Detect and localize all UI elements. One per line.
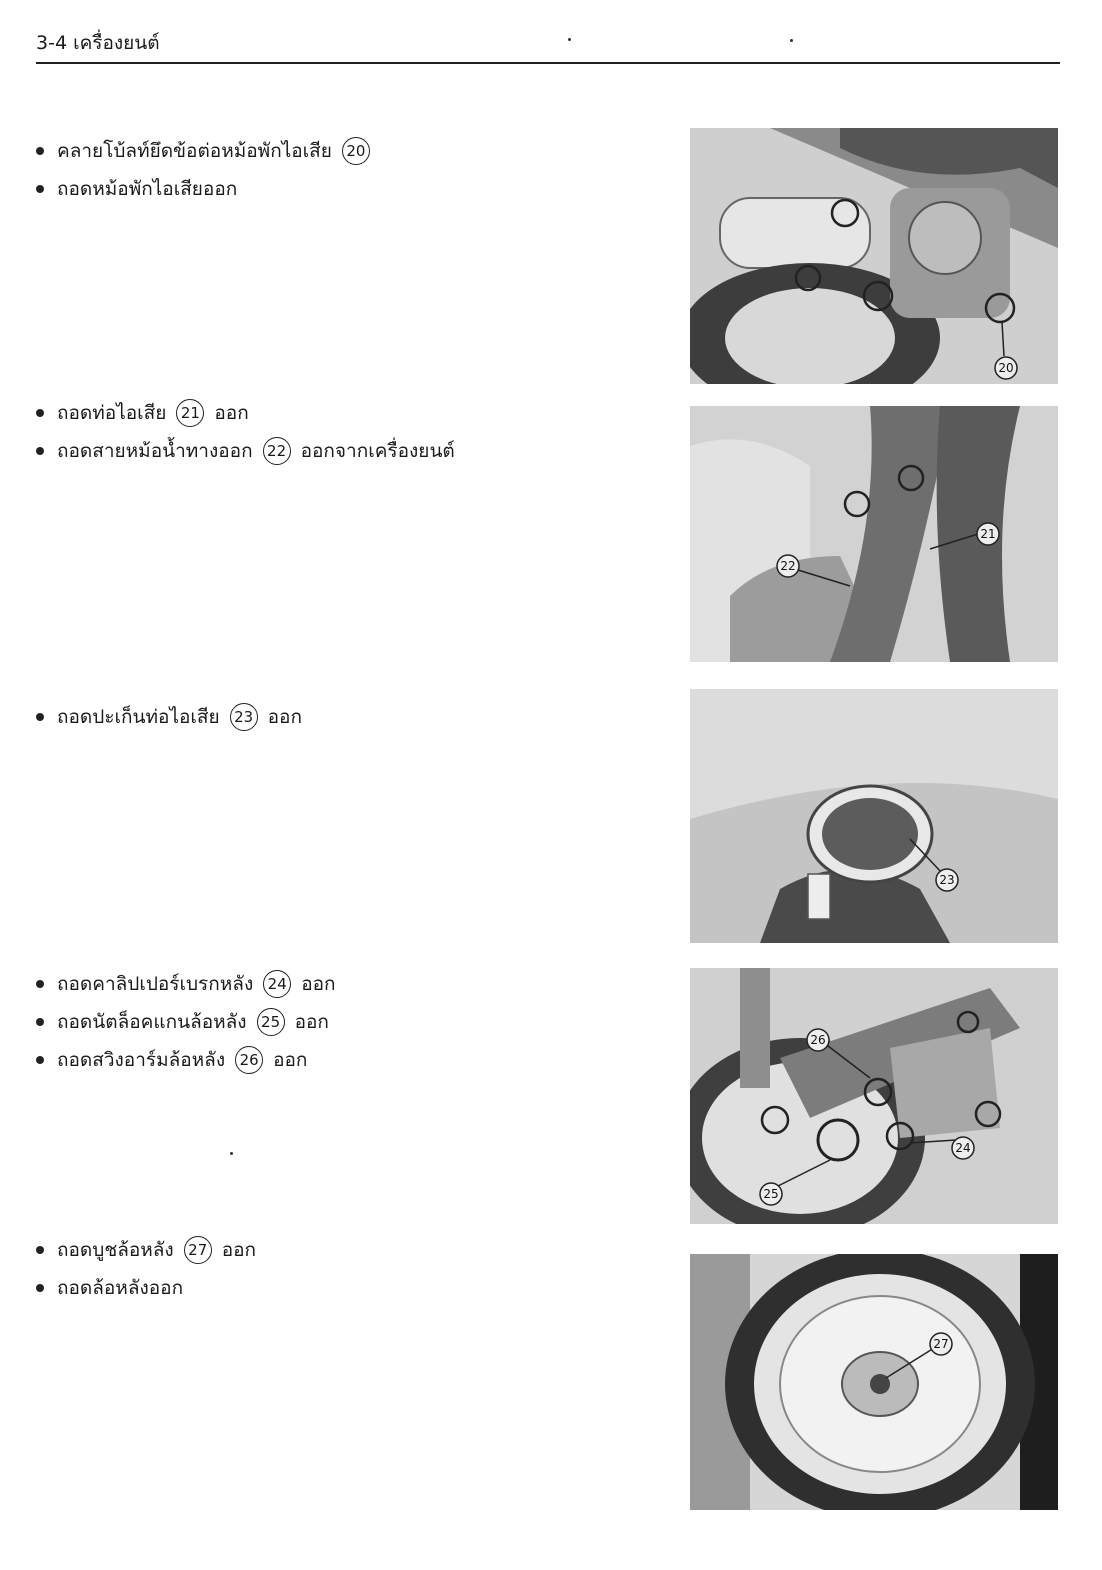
photo-callout: 27 xyxy=(933,1337,949,1351)
step-text: ถอดนัตล็อคแกนล้อหลัง xyxy=(57,1011,247,1033)
step-text: ถอดคาลิปเปอร์เบรกหลัง xyxy=(57,973,254,995)
step-text: ออก xyxy=(294,1011,329,1033)
callout-number: 25 xyxy=(257,1008,285,1036)
photo-callout: 26 xyxy=(810,1033,826,1047)
bullet xyxy=(36,147,44,155)
step-group-1 xyxy=(0,128,1102,384)
step-text: ออก xyxy=(221,1239,257,1261)
step-text: ถอดสายหม้อน้ำทางออก xyxy=(57,440,253,462)
photo-callout: 24 xyxy=(955,1141,971,1155)
step-text: ถอดบูชล้อหลัง xyxy=(57,1239,174,1261)
bullet xyxy=(36,1056,44,1064)
step-item xyxy=(36,170,656,208)
step-item xyxy=(36,1269,656,1307)
step-item xyxy=(36,394,656,432)
photo-exhaust-pipe xyxy=(690,406,1058,662)
step-text: คลายโบ้ลท์ยึดข้อต่อหม้อพักไอเสีย xyxy=(57,140,332,162)
step-group-4 xyxy=(0,968,1102,1224)
step-text: ออกจากเครื่องยนต์ xyxy=(300,440,455,462)
photo-callout: 22 xyxy=(780,559,796,573)
step-text: ถอดหม้อพักไอเสียออก xyxy=(57,178,238,200)
step-item xyxy=(36,1003,656,1041)
callout-number: 23 xyxy=(230,703,258,731)
step-item xyxy=(36,1041,656,1079)
step-text: ออก xyxy=(301,973,336,995)
step-text: ออก xyxy=(267,706,302,728)
bullet xyxy=(36,713,44,721)
photo-muffler xyxy=(690,128,1058,384)
speck xyxy=(790,39,793,42)
step-text: ถอดล้อหลังออก xyxy=(57,1277,184,1299)
bullet xyxy=(36,1018,44,1026)
photo-rear-wheel xyxy=(690,1254,1058,1510)
callout-number: 27 xyxy=(184,1236,212,1264)
bullet xyxy=(36,1246,44,1254)
callout-number: 21 xyxy=(176,399,204,427)
callout-number: 26 xyxy=(235,1046,263,1074)
callout-number: 20 xyxy=(342,137,370,165)
photo-callout: 20 xyxy=(998,361,1014,375)
bullet xyxy=(36,447,44,455)
step-text: ถอดท่อไอเสีย xyxy=(57,402,167,424)
step-item xyxy=(36,965,656,1003)
step-item xyxy=(36,698,656,736)
photo-callout: 23 xyxy=(939,873,955,887)
step-text: ถอดปะเก็นท่อไอเสีย xyxy=(57,706,220,728)
callout-number: 22 xyxy=(263,437,291,465)
callout-number: 24 xyxy=(263,970,291,998)
page-header xyxy=(36,24,1060,64)
step-item xyxy=(36,432,656,470)
bullet xyxy=(36,409,44,417)
photo-callout: 25 xyxy=(763,1187,779,1201)
speck xyxy=(568,38,571,41)
step-text: ออก xyxy=(273,1049,308,1071)
photo-callout: 21 xyxy=(980,527,996,541)
step-text: ถอดสวิงอาร์มล้อหลัง xyxy=(57,1049,226,1071)
bullet xyxy=(36,1284,44,1292)
step-item xyxy=(36,132,656,170)
photo-exhaust-gasket xyxy=(690,689,1058,943)
step-item xyxy=(36,1231,656,1269)
step-group-3 xyxy=(0,689,1102,943)
step-group-5 xyxy=(0,1239,1102,1510)
photo-swing-arm xyxy=(690,968,1058,1224)
step-group-2 xyxy=(0,402,1102,662)
step-text: ออก xyxy=(214,402,249,424)
bullet xyxy=(36,185,44,193)
page-title: 3-4 เครื่องยนต์ xyxy=(36,32,160,54)
bullet xyxy=(36,980,44,988)
